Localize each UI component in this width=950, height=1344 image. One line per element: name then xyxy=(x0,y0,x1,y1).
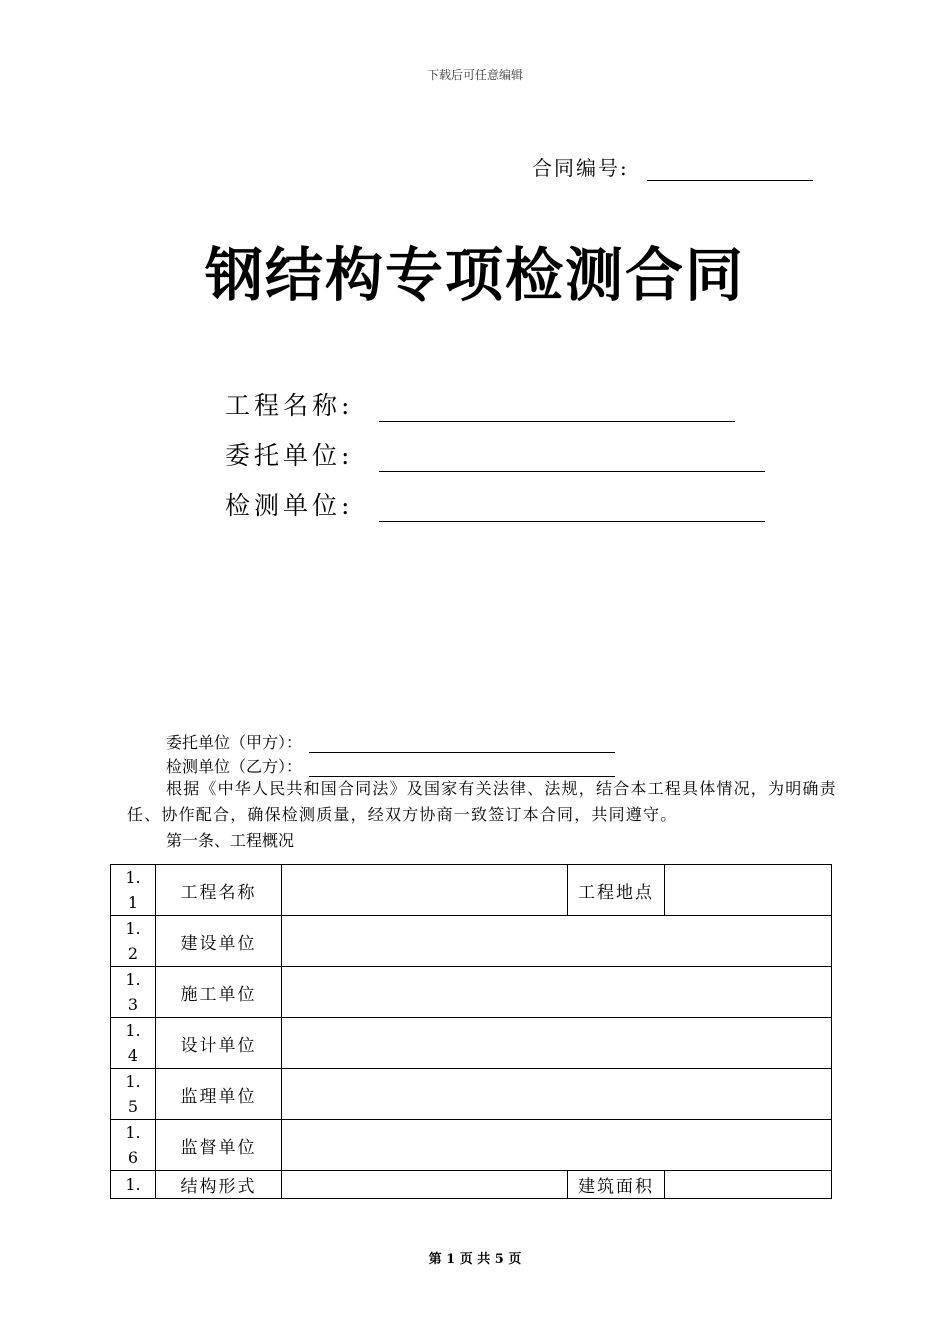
row-label: 监理单位 xyxy=(156,1069,282,1120)
header-note: 下载后可任意编辑 xyxy=(426,68,523,82)
page-footer: 第 1 页 共 5 页 xyxy=(428,1252,522,1267)
row-number: 1. 2 xyxy=(111,916,156,967)
row-value-cell[interactable] xyxy=(282,1120,832,1171)
row-label: 工程名称 xyxy=(156,865,282,916)
row-number: 1. 3 xyxy=(111,967,156,1018)
row-number: 1. 1 xyxy=(111,865,156,916)
table-row xyxy=(111,1120,832,1171)
field-blank xyxy=(379,392,735,422)
table-row xyxy=(111,1018,832,1069)
contract-number-label: 合同编号: xyxy=(532,156,629,180)
field-label: 委托单位: xyxy=(225,441,354,470)
field-blank xyxy=(379,492,765,522)
row-value-cell[interactable] xyxy=(282,1018,832,1069)
party-b-line xyxy=(166,754,615,777)
row-label-2: 建筑面积 xyxy=(568,1171,665,1199)
contract-number xyxy=(532,152,813,181)
party-b-blank xyxy=(309,757,615,777)
project-overview-table xyxy=(110,864,832,1199)
row-value-cell-2[interactable] xyxy=(665,865,832,916)
row-value-cell[interactable] xyxy=(282,916,832,967)
row-value-cell[interactable] xyxy=(282,1069,832,1120)
table-row xyxy=(111,1069,832,1120)
document-title: 钢结构专项检测合同 xyxy=(204,241,745,309)
row-number: 1. 5 xyxy=(111,1069,156,1120)
party-b-label: 检测单位（乙方）： xyxy=(166,757,303,776)
row-value-cell[interactable] xyxy=(282,967,832,1018)
table-row xyxy=(111,967,832,1018)
party-a-blank xyxy=(309,733,615,753)
row-number: 1. xyxy=(111,1171,156,1199)
table-row xyxy=(111,865,832,916)
row-label: 结构形式 xyxy=(156,1171,282,1199)
row-value-cell[interactable] xyxy=(282,865,568,916)
row-number: 1. 4 xyxy=(111,1018,156,1069)
project-name-field xyxy=(225,386,735,422)
field-label: 工程名称: xyxy=(225,391,354,420)
preamble-paragraph: 根据《中华人民共和国合同法》及国家有关法律、法规，结合本工程具体情况，为明确责任、协作配合，确保检测质量，经双方协商一致签订本合同，共同遵守。 xyxy=(127,779,837,824)
row-number: 1. 6 xyxy=(111,1120,156,1171)
inspector-field xyxy=(225,486,765,522)
field-label: 检测单位: xyxy=(225,491,354,520)
row-label: 设计单位 xyxy=(156,1018,282,1069)
client-field xyxy=(225,436,765,472)
field-blank xyxy=(379,442,765,472)
row-label: 监督单位 xyxy=(156,1120,282,1171)
row-label: 建设单位 xyxy=(156,916,282,967)
contract-number-blank xyxy=(647,156,813,181)
row-value-cell-2[interactable] xyxy=(665,1171,832,1199)
party-a-label: 委托单位（甲方）： xyxy=(166,733,303,752)
table-row xyxy=(111,1171,832,1199)
section-1-title: 第一条、工程概况 xyxy=(166,831,295,850)
row-value-cell[interactable] xyxy=(282,1171,568,1199)
party-a-line xyxy=(166,730,615,753)
table-row xyxy=(111,916,832,967)
row-label: 施工单位 xyxy=(156,967,282,1018)
row-label-2: 工程地点 xyxy=(568,865,665,916)
